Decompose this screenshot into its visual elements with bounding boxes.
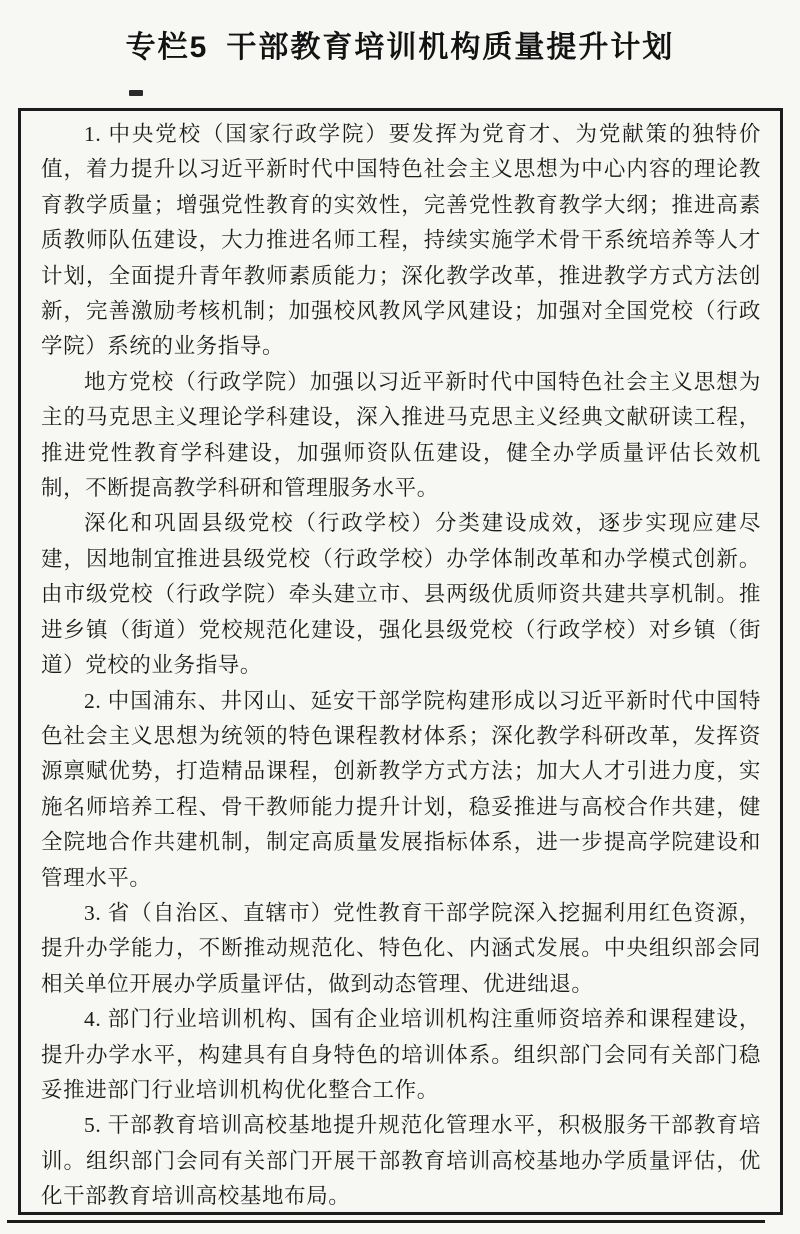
content-box xyxy=(18,108,783,1215)
paragraph-3: 深化和巩固县级党校（行政学校）分类建设成效，逐步实现应建尽建，因地制宜推进县级党校（行政学校）办学体制改革和办学模式创新。由市级党校（行政学院）牵头建立市、县两级优质师资共建共享机制。推进乡镇（街道）党校规范化建设，强化县级党校（行政学校）对乡镇（街道）党校的业务指导。 xyxy=(41,511,761,678)
paragraph-2: 地方党校（行政学院）加强以习近平新时代中国特色社会主义思想为主的马克思主义理论学科建设，深入推进马克思主义经典文献研读工程，推进党性教育学科建设，加强师资队伍建设，健全办学质量评估长效机制，不断提高教学科研和管理服务水平。 xyxy=(41,369,761,501)
paragraph-4: 2. 中国浦东、井冈山、延安干部学院构建形成以习近平新时代中国特色社会主义思想为统领的特色课程教材体系；深化教学科研改革，发挥资源禀赋优势，打造精品课程，创新教学方式方法；加大人才引进力度，实施名师培养工程、骨干教师能力提升计划，稳妥推进与高校合作共建，健全院地合作共建机制，制定高质量发展指标体系，进一步提高学院建设和管理水平。 xyxy=(41,688,761,890)
paragraph-1: 1. 中央党校（国家行政学院）要发挥为党育才、为党献策的独特价值，着力提升以习近平新时代中国特色社会主义思想为中心内容的理论教育教学质量；增强党性教育的实效性，完善党性教育教学大纲；推进高素质教师队伍建设，大力推进名师工程，持续实施学术骨干系统培养等人才计划，全面提升青年教师素质能力；深化教学改革，推进教学方式方法创新，完善激励考核机制；加强校风教风学风建设；加强对全国党校（行政学院）系统的业务指导。 xyxy=(41,122,761,359)
paragraph-5: 3. 省（自治区、直辖市）党性教育干部学院深入挖掘利用红色资源，提升办学能力，不断推动规范化、特色化、内涵式发展。中央组织部会同相关单位开展办学质量评估，做到动态管理、优进绌退。 xyxy=(41,900,761,996)
paragraph-7: 5. 干部教育培训高校基地提升规范化管理水平，积极服务干部教育培训。组织部门会同有关部门开展干部教育培训高校基地办学质量评估，优化干部教育培训高校基地布局。 xyxy=(41,1113,761,1209)
scan-artifact-line xyxy=(7,1220,765,1223)
paragraph-6: 4. 部门行业培训机构、国有企业培训机构注重师资培养和课程建设，提升办学水平，构建具有自身特色的培训体系。组织部门会同有关部门稳妥推进部门行业培训机构优化整合工作。 xyxy=(41,1007,761,1102)
scan-speck xyxy=(129,90,143,96)
page-title xyxy=(0,22,800,66)
page-title-main: 干部教育培训机构质量提升计划 xyxy=(226,31,675,64)
page-title-prefix: 专栏5 xyxy=(125,31,209,64)
